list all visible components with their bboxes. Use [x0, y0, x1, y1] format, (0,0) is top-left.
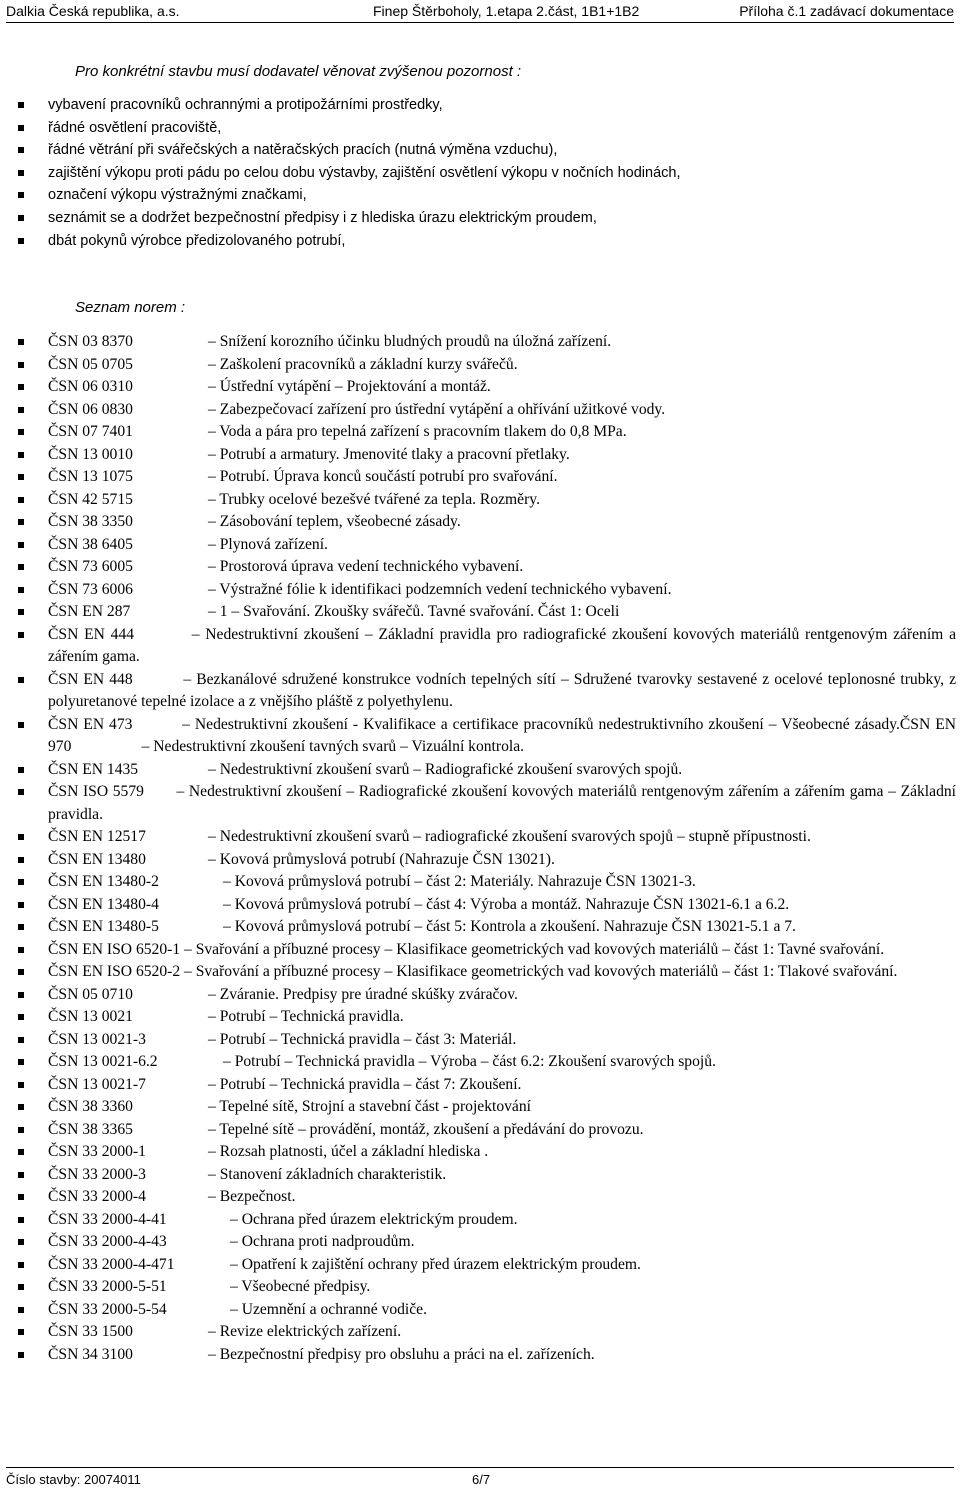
norm-code: ČSN 38 3365: [48, 1120, 133, 1138]
norm-title: – Kovová průmyslová potrubí – část 2: Materiály. Nahrazuje ČSN 13021-3.: [223, 873, 696, 890]
bullet-icon: [18, 947, 24, 953]
intro-heading: Pro konkrétní stavbu musí dodavatel věnovat zvýšenou pozornost :: [75, 63, 522, 80]
norm-code: ČSN 13 0021: [48, 1008, 133, 1025]
bullet-icon: [18, 1149, 24, 1155]
norm-title: – Nedestruktivní zkoušení svarů – radiografické zkoušení svarových spojů – stupně přípustnosti.: [208, 828, 811, 845]
bullet-icon: [18, 1127, 24, 1133]
norm-item: [18, 1141, 956, 1164]
bullet-icon: [18, 215, 24, 221]
norm-code: ČSN 33 2000-4-471: [48, 1255, 175, 1273]
norm-item: [18, 1299, 956, 1322]
norm-title: – Potrubí a armatury. Jmenovité tlaky a pracovní přetlaky.: [208, 445, 570, 463]
norm-title: – 1 – Svařování. Zkoušky svářečů. Tavné svařování. Část 1: Oceli: [208, 603, 620, 620]
norm-code: ČSN 73 6006: [48, 580, 133, 598]
bullet-icon: [18, 992, 24, 998]
norm-item: [18, 556, 956, 579]
bullet-icon: [18, 1104, 24, 1110]
list-item: [18, 117, 680, 140]
norm-item: [18, 1006, 956, 1029]
bullet-icon: [18, 407, 24, 413]
norm-item: [18, 1254, 956, 1277]
norm-code: ČSN 13 0010: [48, 445, 133, 463]
norm-code: ČSN EN 13480-4: [48, 895, 159, 913]
bullet-icon: [18, 834, 24, 840]
bullet-icon: [18, 767, 24, 773]
norm-code: ČSN EN 13480: [48, 850, 146, 868]
bullet-icon: [18, 1352, 24, 1358]
norm-title: – Kovová průmyslová potrubí – část 4: Výroba a montáž. Nahrazuje ČSN 13021-6.1 a 6.2.: [223, 895, 790, 913]
norm-item: [18, 579, 956, 602]
norm-item: [18, 1321, 956, 1344]
norm-code: ČSN 33 1500: [48, 1323, 133, 1340]
norm-title: – Kovová průmyslová potrubí (Nahrazuje ČSN 13021).: [208, 850, 555, 868]
bullet-icon: [18, 192, 24, 198]
header-attachment: Příloha č.1 zadávací dokumentace: [739, 3, 954, 19]
bullet-icon: [18, 1284, 24, 1290]
page-header: [6, 0, 954, 23]
bullet-icon: [18, 1037, 24, 1043]
norm-title: – Stanovení základních charakteristik.: [208, 1165, 447, 1183]
norm-title: – Zabezpečovací zařízení pro ústřední vytápění a ohřívání užitkové vody.: [208, 400, 666, 418]
bullet-icon: [18, 1014, 24, 1020]
bullet-icon: [18, 564, 24, 570]
norm-title: – Výstražné fólie k identifikaci podzemních vedení technického vybavení.: [208, 580, 672, 598]
norm-item: [18, 669, 960, 714]
requirements-list: [18, 94, 680, 252]
bullet-icon: [18, 429, 24, 435]
norm-code: ČSN 05 0705: [48, 355, 133, 373]
norm-code: ČSN 13 0021-7: [48, 1075, 146, 1093]
norm-item: [18, 354, 956, 377]
list-item: [18, 230, 680, 253]
footer-page-number: 6/7: [472, 1472, 491, 1487]
list-item: [18, 207, 680, 230]
list-item-text: vybavení pracovníků ochrannými a protipožárními prostředky,: [48, 97, 443, 113]
norm-item: [18, 1119, 956, 1142]
bullet-icon: [18, 542, 24, 548]
norm-title: – Potrubí – Technická pravidla – část 3: Materiál.: [208, 1030, 517, 1048]
norm-item: [18, 1164, 956, 1187]
norm-title: – Tepelné sítě – provádění, montáž, zkoušení a předávání do provozu.: [208, 1120, 644, 1138]
norm-item: [18, 1276, 956, 1299]
list-item-text: označení výkopu výstražnými značkami,: [48, 187, 307, 204]
norm-title: – Potrubí – Technická pravidla.: [208, 1008, 404, 1025]
norm-title: – Potrubí – Technická pravidla – Výroba – část 6.2: Zkoušení svarových spojů.: [223, 1053, 716, 1070]
list-item-text: zajištění výkopu proti pádu po celou dobu výstavby, zajištění osvětlení výkopu v nočních hodinách,: [48, 164, 681, 181]
norm-title: – Tepelné sítě, Strojní a stavební část - projektování: [208, 1098, 531, 1115]
norm-item: [18, 1209, 956, 1232]
norm-code: ČSN 13 0021-3: [48, 1030, 146, 1048]
norm-item: [18, 894, 956, 917]
norm-title: – Prostorová úprava vedení technického vybavení.: [208, 558, 524, 575]
norm-item: [18, 781, 960, 826]
norm-item: [18, 984, 956, 1007]
bullet-icon: [18, 1262, 24, 1268]
norm-title: – Bezpečnostní předpisy pro obsluhu a práci na el. zařízeních.: [208, 1345, 595, 1363]
norm-title: – Opatření k zajištění ochrany před úrazem elektrickým proudem.: [230, 1255, 641, 1273]
bullet-icon: [18, 1329, 24, 1335]
header-company: Dalkia Česká republika, a.s.: [6, 3, 180, 19]
norm-text: ČSN EN ISO 6520-1 – Svařování a příbuzné procesy – Klasifikace geometrických vad kovových materiálů – část 1: Tavné svařování.: [48, 940, 885, 958]
norm-title: – Ochrana proti nadproudům.: [230, 1233, 415, 1250]
bullet-icon: [18, 789, 24, 795]
norm-item: [18, 444, 956, 467]
list-item-text: dbát pokynů výrobce předizolovaného potrubí,: [48, 232, 346, 249]
norm-item: [18, 871, 956, 894]
bullet-icon: [18, 1194, 24, 1200]
norm-item: [18, 714, 960, 759]
norm-text: ČSN EN ISO 6520-2 – Svařování a příbuzné procesy – Klasifikace geometrických vad kovových materiálů – část 1: Tlakové svařování.: [48, 963, 898, 980]
bullet-icon: [18, 924, 24, 930]
bullet-icon: [18, 1082, 24, 1088]
norm-title: – Plynová zařízení.: [208, 535, 328, 553]
bullet-icon: [18, 170, 24, 176]
norm-title: – Voda a pára pro tepelná zařízení s pracovním tlakem do 0,8 MPa.: [208, 423, 627, 440]
norm-item: [18, 939, 956, 962]
norm-code: ČSN 33 2000-4: [48, 1188, 146, 1205]
norm-code: ČSN 33 2000-3: [48, 1165, 146, 1183]
list-item-text: seznámit se a dodržet bezpečnostní předpisy i z hlediska úrazu elektrickým proudem,: [48, 209, 597, 226]
norm-title: – Zaškolení pracovníků a základní kurzy svářečů.: [208, 355, 518, 373]
bullet-icon: [18, 879, 24, 885]
norm-item: [18, 849, 956, 872]
norm-title: – Ústřední vytápění – Projektování a montáž.: [208, 378, 491, 395]
bullet-icon: [18, 587, 24, 593]
bullet-icon: [18, 238, 24, 244]
norm-code: ČSN 34 3100: [48, 1345, 133, 1363]
norm-item: [18, 601, 956, 624]
bullet-icon: [18, 474, 24, 480]
norm-title: – Trubky ocelové bezešvé tvářené za tepla. Rozměry.: [208, 490, 540, 508]
norm-text: ČSN EN 444 – Nedestruktivní zkoušení – Základní pravidla pro radiografické zkoušení kovových materiálů rentgenovým zářením a zářením gama.: [48, 625, 960, 665]
norm-item: [18, 1096, 956, 1119]
bullet-icon: [18, 125, 24, 131]
norm-title: – Rozsah platnosti, účel a základní hlediska .: [208, 1143, 489, 1160]
norm-text: ČSN ISO 5579 – Nedestruktivní zkoušení – Radiografické zkoušení kovových materiálů rentgenovým zářením a zářením gama – Základní pravidla.: [48, 783, 960, 823]
bullet-icon: [18, 362, 24, 368]
bullet-icon: [18, 1217, 24, 1223]
list-item: [18, 162, 680, 185]
list-item: [18, 184, 680, 207]
norm-text: ČSN EN 473 – Nedestruktivní zkoušení - Kvalifikace a certifikace pracovníků nedestruktivního zkoušení – Všeobecné zásady.ČSN EN 970 – Nedestruktivní zkoušení tavných svarů – Vizuální kontrola.: [48, 715, 960, 755]
bullet-icon: [18, 677, 24, 683]
list-item: [18, 139, 680, 162]
norm-title: – Zváranie. Predpisy pre úradné skúšky zváračov.: [208, 985, 518, 1003]
norm-code: ČSN 38 3350: [48, 513, 133, 530]
norm-title: – Revize elektrických zařízení.: [208, 1323, 402, 1340]
norm-item: [18, 759, 956, 782]
list-item-text: řádné osvětlení pracoviště,: [48, 119, 222, 136]
bullet-icon: [18, 1239, 24, 1245]
norm-item: [18, 916, 956, 939]
norms-list: [18, 331, 960, 1366]
norm-code: ČSN 06 0830: [48, 400, 133, 418]
bullet-icon: [18, 632, 24, 638]
norm-code: ČSN EN 12517: [48, 828, 146, 845]
norm-item: [18, 961, 956, 984]
norm-item: [18, 1051, 956, 1074]
norm-title: – Kovová průmyslová potrubí – část 5: Kontrola a zkoušení. Nahrazuje ČSN 13021-5.1 a 7.: [223, 918, 796, 935]
norm-code: ČSN 42 5715: [48, 490, 133, 508]
norm-code: ČSN 33 2000-5-51: [48, 1278, 167, 1295]
norm-item: [18, 1186, 956, 1209]
list-item: [18, 94, 680, 117]
norm-text: ČSN EN 448 – Bezkanálové sdružené konstrukce vodních tepelných sítí – Sdružené tvarovky sestavené z ocelové teplonosné trubky, z polyuretanové tepelné izolace a z vnějšího pláště z polyethylenu.: [48, 670, 960, 710]
norm-code: ČSN 13 0021-6.2: [48, 1053, 158, 1070]
bullet-icon: [18, 102, 24, 108]
norm-item: [18, 331, 956, 354]
norm-code: ČSN 33 2000-5-54: [48, 1300, 167, 1318]
norms-heading: Seznam norem :: [75, 299, 186, 316]
norm-title: – Ochrana před úrazem elektrickým proudem.: [230, 1210, 518, 1228]
norm-title: – Snížení korozního účinku bludných proudů na úložná zařízení.: [208, 333, 612, 350]
norm-item: [18, 399, 956, 422]
norm-code: ČSN 33 2000-4-43: [48, 1233, 167, 1250]
norm-code: ČSN EN 287: [48, 603, 131, 620]
norm-item: [18, 489, 956, 512]
norm-item: [18, 376, 956, 399]
header-project: Finep Štěrboholy, 1.etapa 2.část, 1B1+1B2: [373, 3, 640, 19]
norm-item: [18, 466, 956, 489]
bullet-icon: [18, 969, 24, 975]
norm-title: – Všeobecné předpisy.: [230, 1278, 371, 1295]
norm-code: ČSN EN 1435: [48, 760, 139, 778]
bullet-icon: [18, 452, 24, 458]
norm-title: – Nedestruktivní zkoušení svarů – Radiografické zkoušení svarových spojů.: [208, 760, 683, 778]
norm-item: [18, 1231, 956, 1254]
norm-code: ČSN 07 7401: [48, 423, 133, 440]
norm-code: ČSN 03 8370: [48, 333, 133, 350]
norm-item: [18, 624, 960, 669]
bullet-icon: [18, 497, 24, 503]
bullet-icon: [18, 384, 24, 390]
norm-title: – Zásobování teplem, všeobecné zásady.: [208, 513, 461, 530]
norm-title: – Bezpečnost.: [208, 1188, 296, 1205]
bullet-icon: [18, 1059, 24, 1065]
footer-building-number: Číslo stavby: 20074011: [6, 1472, 141, 1487]
bullet-icon: [18, 339, 24, 345]
norm-code: ČSN 05 0710: [48, 985, 133, 1003]
norm-code: ČSN 33 2000-4-41: [48, 1210, 167, 1228]
bullet-icon: [18, 857, 24, 863]
page-footer: [6, 1467, 954, 1490]
norm-item: [18, 534, 956, 557]
norm-item: [18, 1074, 956, 1097]
norm-code: ČSN 73 6005: [48, 558, 133, 575]
bullet-icon: [18, 147, 24, 153]
list-item-text: řádné větrání při svářečských a natěračských pracích (nutná výměna vzduchu),: [48, 142, 558, 159]
norm-item: [18, 511, 956, 534]
norm-item: [18, 826, 956, 849]
norm-item: [18, 421, 956, 444]
norm-code: ČSN 38 6405: [48, 535, 133, 553]
bullet-icon: [18, 1172, 24, 1178]
norm-code: ČSN 06 0310: [48, 378, 133, 395]
norm-title: – Uzemnění a ochranné vodiče.: [230, 1300, 428, 1318]
norm-item: [18, 1029, 956, 1052]
norm-title: – Potrubí. Úprava konců součástí potrubí pro svařování.: [208, 468, 558, 485]
bullet-icon: [18, 609, 24, 615]
bullet-icon: [18, 1307, 24, 1313]
bullet-icon: [18, 519, 24, 525]
norm-title: – Potrubí – Technická pravidla – část 7: Zkoušení.: [208, 1075, 522, 1093]
norm-item: [18, 1344, 956, 1367]
norm-code: ČSN EN 13480-5: [48, 918, 159, 935]
norm-code: ČSN 33 2000-1: [48, 1143, 146, 1160]
norm-code: ČSN EN 13480-2: [48, 873, 159, 890]
norm-code: ČSN 38 3360: [48, 1098, 133, 1115]
norm-code: ČSN 13 1075: [48, 468, 133, 485]
bullet-icon: [18, 722, 24, 728]
bullet-icon: [18, 902, 24, 908]
